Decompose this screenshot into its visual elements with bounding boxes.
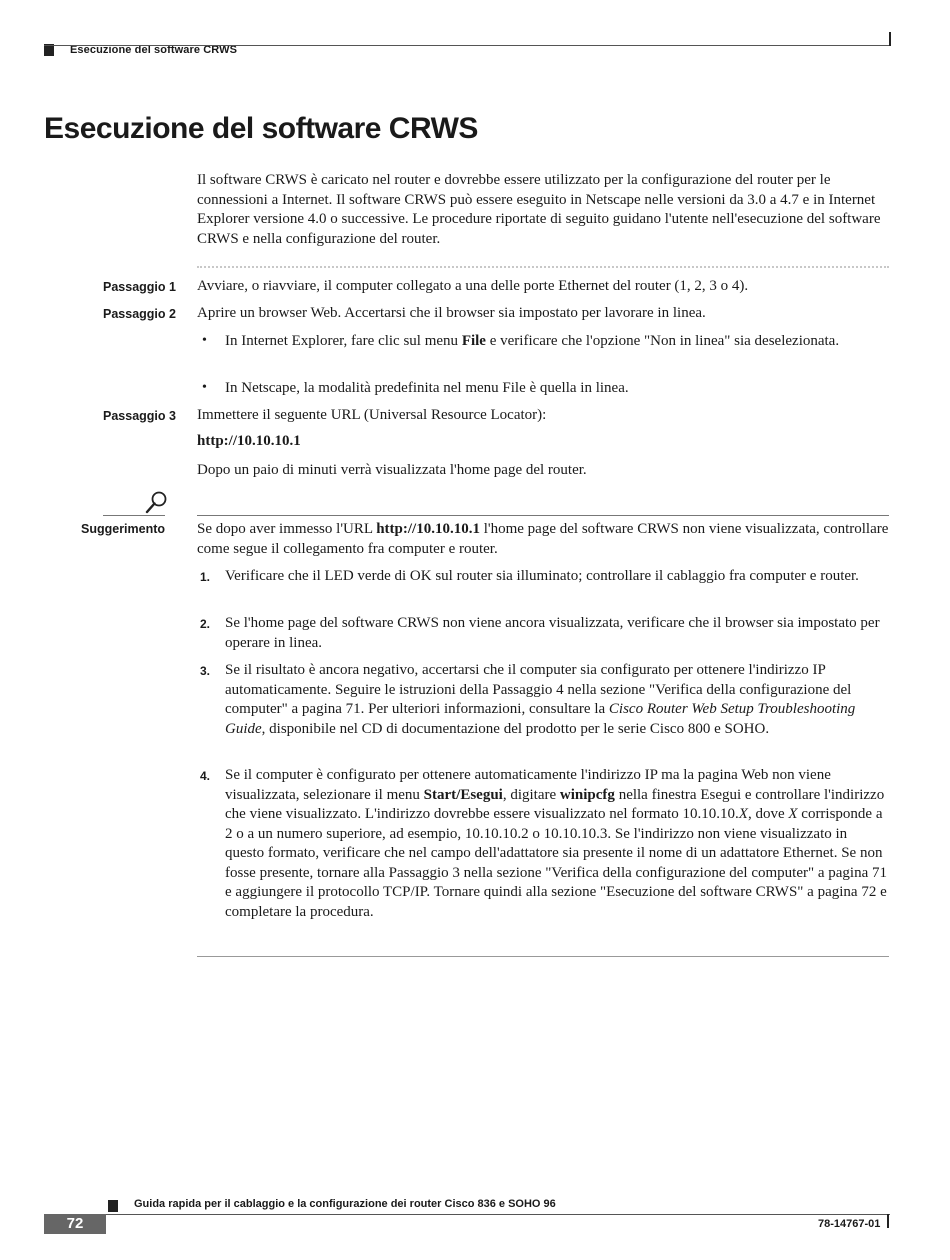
footer-bar <box>887 1214 889 1228</box>
tip-text: Se dopo aver immesso l'URL http://10.10.10.1 l'home page del software CRWS non viene visualizzata, controllare come segue il collegamento fra computer e router. <box>197 521 889 557</box>
header-bar <box>889 32 891 46</box>
magnifier-icon <box>141 489 171 515</box>
step-2-text: Aprire un browser Web. Accertarsi che il browser sia impostato per lavorare in linea. <box>197 305 706 321</box>
footer-rule <box>44 1214 890 1215</box>
item-3-text: Se il risultato è ancora negativo, accertarsi che il computer sia configurato per ottenere l'indirizzo IP automaticamente. Seguire le istruzioni della Passaggio 4 nella sezione "Verifica della configurazione del computer" a pagina 71. Per ulteriori informazioni, consultare la Cisco Router Web Setup Troubleshooting Guide, disponibile nel CD di documentazione del prodotto per le serie Cisco 800 e SOHO. <box>225 662 856 737</box>
header-rule <box>44 45 890 46</box>
bullet-ie: In Internet Explorer, fare clic sul menu File e verificare che l'opzione "Non in linea" sia deselezionata. <box>225 333 840 349</box>
item-2-text: Se l'home page del software CRWS non viene ancora visualizzata, verificare che il browser sia impostato per operare in linea. <box>225 615 880 651</box>
tip-rule-left <box>103 515 165 516</box>
running-header: Esecuzione del software CRWS <box>70 44 238 56</box>
item-number: 3. <box>200 664 211 678</box>
step-2-label: Passaggio 2 <box>103 307 176 321</box>
page-title: Esecuzione del software CRWS <box>44 112 478 145</box>
tip-label: Suggerimento <box>81 522 166 536</box>
intro-paragraph: Il software CRWS è caricato nel router e dovrebbe essere utilizzato per la configurazione del router per le connessioni a Internet. Il software CRWS può essere eseguito in Netscape nelle versioni da 3.0 a 4.7 e in Internet Explorer versione 4.0 o successive. Le procedure riportate di seguito guidano l'utente nell'esecuzione del software CRWS e nella configurazione del router. <box>197 172 881 247</box>
bullet-netscape: In Netscape, la modalità predefinita nel menu File è quella in linea. <box>225 380 629 396</box>
item-number: 4. <box>200 769 211 783</box>
step-3-label: Passaggio 3 <box>103 409 176 423</box>
tip-end-rule <box>197 956 889 957</box>
step-1-text: Avviare, o riavviare, il computer collegato a una delle porte Ethernet del router (1, 2, 3 o 4). <box>197 278 749 294</box>
footer-marker <box>108 1200 118 1212</box>
bullet-marker: • <box>202 333 207 348</box>
item-4-text: Se il computer è configurato per ottenere automaticamente l'indirizzo IP ma la pagina Web non viene visualizzata, selezionare il menu Start/Esegui, digitare winipcfg nella finestra Esegui e controllare l'indirizzo che viene visualizzato. L'indirizzo dovrebbe essere visualizzato nel formato 10.10.10.X, dove X corrisponde a 2 o a un numero superiore, ad esempio, 10.10.10.2 o 10.10.10.3. Se l'indirizzo non viene visualizzato in questo formato, verificare che nel campo dell'adattatore sia presente il nome di un adattatore Ethernet. Se non fosse presente, tornare alla Passaggio 3 nella sezione "Verifica della configurazione del computer" a pagina 71 e aggiungere il protocollo TCP/IP. Tornare quindi alla sezione "Esecuzione del software CRWS" a pagina 72 e completare la procedura. <box>225 767 887 920</box>
page-number: 72 <box>44 1214 106 1234</box>
step-3-result: Dopo un paio di minuti verrà visualizzata l'home page del router. <box>197 462 587 478</box>
doc-number: 78-14767-01 <box>818 1218 881 1230</box>
footer-book-title: Guida rapida per il cablaggio e la configurazione dei router Cisco 836 e SOHO 96 <box>134 1198 556 1210</box>
tip-rule <box>197 515 889 516</box>
step-3-text: Immettere il seguente URL (Universal Resource Locator): <box>197 407 547 423</box>
item-number: 2. <box>200 617 211 631</box>
router-url: http://10.10.10.1 <box>197 433 301 449</box>
item-number: 1. <box>200 570 211 584</box>
item-1-text: Verificare che il LED verde di OK sul router sia illuminato; controllare il cablaggio fra computer e router. <box>225 568 859 584</box>
step-1-label: Passaggio 1 <box>103 280 176 294</box>
procedure-divider <box>197 266 889 268</box>
bullet-marker: • <box>202 380 207 395</box>
